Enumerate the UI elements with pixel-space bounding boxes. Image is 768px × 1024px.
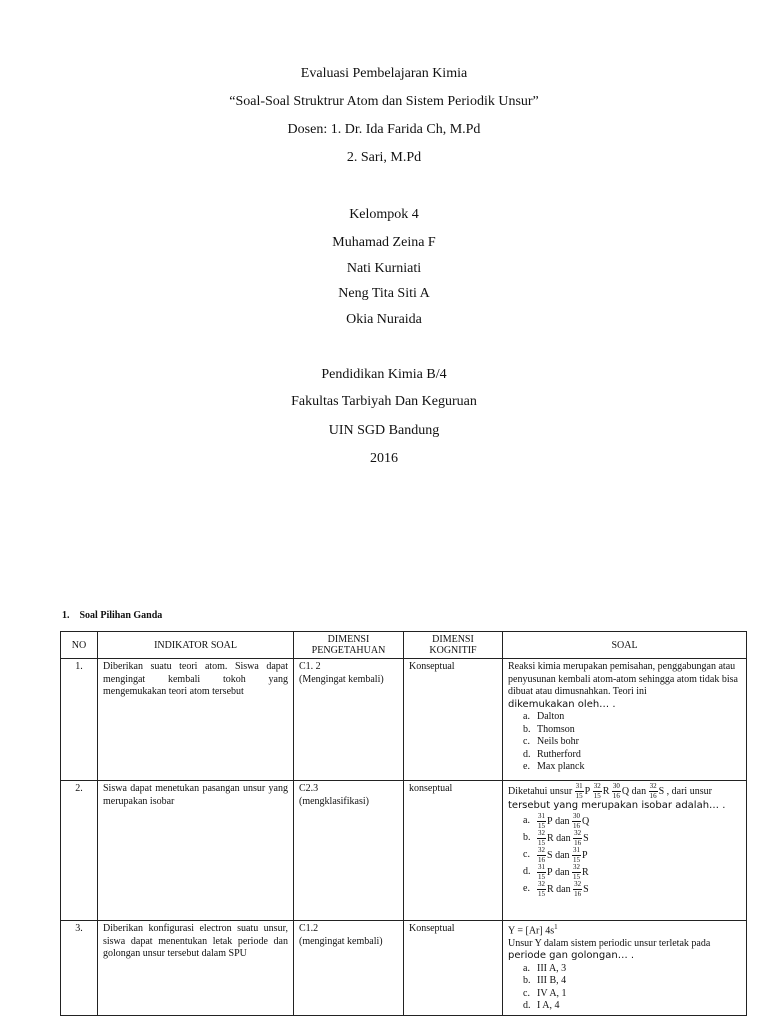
dp-code: C1.2 bbox=[299, 923, 319, 934]
nuclide bbox=[537, 847, 553, 864]
nuclide bbox=[537, 813, 553, 830]
option-letter: a. bbox=[523, 962, 530, 974]
member-name: Okia Nuraida bbox=[346, 312, 422, 327]
section-heading bbox=[62, 610, 162, 621]
mass-number: 30 bbox=[612, 782, 620, 790]
option-letter: a. bbox=[523, 711, 530, 722]
option-letter: d. bbox=[523, 1000, 531, 1012]
table-row bbox=[61, 781, 747, 921]
answer-option bbox=[508, 761, 741, 774]
atomic-number: 15 bbox=[538, 889, 545, 898]
document-year: 2016 bbox=[370, 451, 398, 466]
atomic-number: 15 bbox=[573, 872, 581, 881]
header-indikator: INDIKATOR SOAL bbox=[98, 632, 294, 659]
header-dimensi-pengetahuan: DIMENSI PENGETAHUAN bbox=[294, 632, 404, 659]
header-soal: SOAL bbox=[503, 632, 747, 659]
element-symbol: P bbox=[547, 815, 553, 827]
element-symbol: S bbox=[658, 785, 665, 797]
section-number: 1. bbox=[62, 610, 70, 621]
element-symbol: P bbox=[582, 849, 588, 861]
atomic-number: 15 bbox=[575, 792, 583, 800]
section-title: Soal Pilihan Ganda bbox=[79, 610, 163, 621]
mass-number: 31 bbox=[538, 811, 545, 820]
element-symbol: R bbox=[582, 866, 589, 878]
mass-number: 31 bbox=[573, 845, 581, 854]
conjunction: dan bbox=[555, 849, 570, 861]
option-text: III B, 4 bbox=[537, 975, 567, 987]
member-name: Nati Kurniati bbox=[346, 261, 422, 276]
nuclide bbox=[573, 881, 589, 898]
option-text: Neils bohr bbox=[537, 736, 579, 747]
element-symbol: R bbox=[547, 883, 554, 895]
dimensi-pengetahuan-cell bbox=[294, 781, 404, 921]
lecturer-2: 2. Sari, M.Pd bbox=[346, 150, 422, 165]
atomic-number: 16 bbox=[573, 821, 581, 830]
question-text: Unsur Y dalam sistem periodic unsur terletak pada bbox=[508, 937, 711, 949]
dimensi-kognitif-cell: Konseptual bbox=[404, 659, 503, 781]
atomic-number: 16 bbox=[574, 838, 582, 847]
element-symbol: S bbox=[583, 832, 589, 844]
dp-desc: (mengklasifikasi) bbox=[299, 795, 369, 807]
config-base: Y = [Ar] 4s bbox=[508, 925, 555, 937]
answer-option bbox=[508, 724, 741, 737]
nuclide bbox=[575, 783, 591, 800]
element-symbol: R bbox=[547, 832, 554, 844]
answer-option bbox=[508, 830, 741, 847]
lecturer-1: Dosen: 1. Dr. Ida Farida Ch, M.Pd bbox=[287, 122, 481, 137]
mass-number: 31 bbox=[538, 862, 545, 871]
soal-cell bbox=[503, 921, 747, 1016]
answer-option bbox=[508, 1000, 741, 1013]
row-number: 1. bbox=[61, 659, 98, 781]
element-symbol: R bbox=[602, 785, 610, 797]
atomic-number: 16 bbox=[574, 889, 582, 898]
option-letter: b. bbox=[523, 832, 531, 844]
option-text: Rutherford bbox=[537, 748, 581, 760]
atomic-number: 15 bbox=[593, 792, 601, 800]
question-tail: dikemukakan oleh… . bbox=[508, 698, 616, 710]
nuclide bbox=[537, 864, 553, 881]
dimensi-kognitif-cell: konseptual bbox=[404, 781, 503, 921]
question-text: Reaksi kimia merupakan pemisahan, penggabungan atau penyusunan kembali atom-atom sehingga atom tidak bisa dibuat atau dimusnahkan. Teori ini bbox=[508, 661, 738, 697]
mass-number: 32 bbox=[538, 845, 545, 854]
indikator-cell: Diberikan suatu teori atom. Siswa dapat mengingat kembali tokoh yang mengemukakan teori atom tersebut bbox=[98, 659, 294, 781]
atomic-number: 15 bbox=[538, 821, 545, 830]
option-text: III A, 3 bbox=[537, 962, 567, 974]
nuclide bbox=[572, 864, 589, 881]
table-row bbox=[61, 659, 747, 781]
answer-option bbox=[508, 749, 741, 762]
atomic-number: 16 bbox=[538, 855, 545, 864]
atomic-number: 15 bbox=[538, 838, 545, 847]
dimensi-pengetahuan-cell bbox=[294, 921, 404, 1016]
answer-option bbox=[508, 864, 741, 881]
member-name: Neng Tita Siti A bbox=[338, 286, 430, 301]
mass-number: 31 bbox=[575, 782, 583, 790]
document-subtitle: “Soal-Soal Struktrur Atom dan Sistem Periodik Unsur” bbox=[229, 94, 539, 109]
element-symbol: Q bbox=[621, 785, 630, 797]
nuclide bbox=[649, 783, 665, 800]
option-letter: c. bbox=[523, 736, 530, 747]
nuclide bbox=[572, 813, 589, 830]
option-letter: e. bbox=[523, 761, 530, 772]
option-letter: c. bbox=[523, 987, 530, 999]
question-tail: tersebut yang merupakan isobar adalah… . bbox=[508, 800, 726, 811]
row-number: 2. bbox=[61, 781, 98, 921]
answer-option bbox=[508, 736, 741, 749]
answer-option bbox=[508, 881, 741, 898]
dimensi-pengetahuan-cell bbox=[294, 659, 404, 781]
soal-cell bbox=[503, 781, 747, 921]
option-letter: c. bbox=[523, 849, 530, 861]
electron-configuration bbox=[508, 923, 741, 938]
option-letter: a. bbox=[523, 815, 530, 827]
header-no: NO bbox=[61, 632, 98, 659]
atomic-number: 16 bbox=[649, 792, 657, 800]
indikator-cell: Diberikan konfigurasi electron suatu unsur, siswa dapat menentukan letak periode dan golongan unsur tersebut dalam SPU bbox=[98, 921, 294, 1016]
mass-number: 32 bbox=[538, 879, 545, 888]
mass-number: 32 bbox=[593, 782, 601, 790]
element-symbol: P bbox=[584, 785, 591, 797]
conjunction: dan bbox=[631, 785, 647, 797]
conjunction: dan bbox=[555, 866, 570, 878]
nuclide bbox=[537, 830, 554, 847]
nuclide bbox=[537, 881, 554, 898]
answer-option bbox=[508, 813, 741, 830]
faculty-name: Fakultas Tarbiyah Dan Keguruan bbox=[291, 394, 477, 409]
option-text: Dalton bbox=[537, 711, 565, 722]
option-text: Max planck bbox=[537, 761, 585, 772]
dp-code: C2.3 bbox=[299, 783, 319, 794]
mass-number: 32 bbox=[574, 828, 582, 837]
dp-code: C1. 2 bbox=[299, 661, 321, 672]
dp-desc: (mengingat kembali) bbox=[299, 935, 383, 947]
row-number: 3. bbox=[61, 921, 98, 1016]
university-name: UIN SGD Bandung bbox=[328, 423, 440, 438]
element-symbol: S bbox=[547, 849, 553, 861]
soal-cell bbox=[503, 659, 747, 781]
option-text: IV A, 1 bbox=[537, 987, 567, 999]
dp-desc: (Mengingat kembali) bbox=[299, 673, 384, 685]
question-text bbox=[508, 783, 741, 800]
option-letter: b. bbox=[523, 975, 531, 987]
answer-option bbox=[508, 711, 741, 724]
option-letter: d. bbox=[523, 866, 531, 878]
nuclide bbox=[572, 847, 588, 864]
nuclide bbox=[612, 783, 629, 800]
answer-option bbox=[508, 963, 741, 976]
question-mid: , dari unsur bbox=[666, 785, 712, 797]
header-dimensi-kognitif: DIMENSI KOGNITIF bbox=[404, 632, 503, 659]
mass-number: 32 bbox=[649, 782, 657, 790]
mass-number: 30 bbox=[573, 811, 581, 820]
nuclide bbox=[573, 830, 589, 847]
answer-option bbox=[508, 847, 741, 864]
element-symbol: S bbox=[583, 883, 589, 895]
atomic-number: 15 bbox=[538, 872, 545, 881]
element-symbol: Q bbox=[582, 815, 590, 827]
atomic-number: 16 bbox=[612, 792, 620, 800]
document-title: Evaluasi Pembelajaran Kimia bbox=[300, 66, 468, 81]
conjunction: dan bbox=[555, 815, 570, 827]
mass-number: 32 bbox=[538, 828, 545, 837]
study-program: Pendidikan Kimia B/4 bbox=[321, 367, 447, 382]
conjunction: dan bbox=[556, 883, 571, 895]
table-header-row bbox=[61, 632, 747, 659]
conjunction: dan bbox=[556, 832, 571, 844]
indikator-cell: Siswa dapat menetukan pasangan unsur yang merupakan isobar bbox=[98, 781, 294, 921]
nuclide bbox=[593, 783, 610, 800]
config-superscript: 1 bbox=[554, 923, 558, 931]
option-text: Thomson bbox=[537, 723, 575, 735]
answer-option bbox=[508, 988, 741, 1001]
mass-number: 32 bbox=[574, 879, 582, 888]
option-letter: d. bbox=[523, 748, 531, 760]
element-symbol: P bbox=[547, 866, 553, 878]
atomic-number: 15 bbox=[573, 855, 581, 864]
mass-number: 32 bbox=[573, 862, 581, 871]
option-text: I A, 4 bbox=[537, 1000, 560, 1012]
table-row bbox=[61, 921, 747, 1016]
question-tail: periode gan golongan… . bbox=[508, 950, 635, 962]
option-letter: e. bbox=[523, 883, 530, 895]
answer-option bbox=[508, 975, 741, 988]
member-name: Muhamad Zeina F bbox=[332, 235, 436, 250]
option-letter: b. bbox=[523, 723, 531, 735]
group-name: Kelompok 4 bbox=[349, 207, 419, 222]
question-lead: Diketahui unsur bbox=[508, 785, 573, 797]
question-table bbox=[60, 631, 747, 1016]
dimensi-kognitif-cell: Konseptual bbox=[404, 921, 503, 1016]
